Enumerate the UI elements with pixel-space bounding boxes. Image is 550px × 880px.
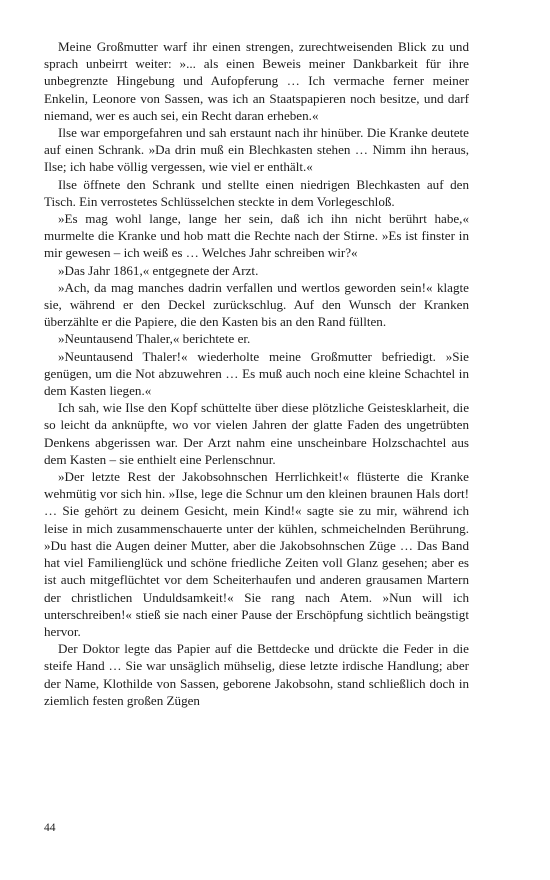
paragraph: »Neuntausend Thaler,« berichtete er. <box>58 331 251 347</box>
page-number: 44 <box>44 822 56 834</box>
paragraph: Ilse war emporgefahren und sah erstaunt nach ihr hinüber. Die Kranke deutete auf einen Schrank. »Da drin muß ein Blechkasten stehen … Nimm ihn heraus, Ilse; ich habe völlig vergessen, wie viel er enthält.« <box>44 125 469 175</box>
paragraph: Ilse öffnete den Schrank und stellte einen niedrigen Blechkasten auf den Tisch. Ein verrostetes Schlüsselchen steckte in dem Vorlegeschloß. <box>44 176 469 209</box>
paragraph: Der Doktor legte das Papier auf die Bettdecke und drückte die Feder in die steife Hand … Sie war unsäglich mühselig, diese letzte irdische Handlung; aber der Name, Klothilde von Sassen, geborene Jakobsohn, stand schließlich doch in ziemlich festen großen Zügen <box>44 641 469 708</box>
paragraph: »Der letzte Rest der Jakobsohnschen Herrlichkeit!« flüsterte die Kranke wehmütig vor sich hin. »Ilse, lege die Schnur um den kleinen braunen Hals dort! … Sie gehört zu deinem Gesicht, mein Kind!« sagte sie zu mir, während ich leise in mich zusammenschauerte unter der kühlen, schmeichelnden Berührung. »Du hast die Augen deiner Mutter, aber die Jakobsohnschen Züge … Das Band hat viel Familienglück und schöne friedliche Zeiten voll Glanz gesehen; aber es ist auch mitgeflüchtet vor dem Scheiterhaufen und anderen grausamen Martern der christlichen Unduldsamkeit!« Sie rang nach Atem. »Nun will ich unterschreiben!« stieß sie nach einer Pause der Erschöpfung sichtlich beängstigt hervor. <box>44 469 469 639</box>
paragraph: »Ach, da mag manches dadrin verfallen und wertlos geworden sein!« klagte sie, während er den Deckel zurückschlug. Auf den Wunsch der Kranken überzählte er die Papiere, die den Kasten bis an den Rand füllten. <box>44 279 469 330</box>
paragraph: »Neuntausend Thaler!« wiederholte meine Großmutter befriedigt. »Sie genügen, um die Not abzuwehren … Es muß auch noch eine kleine Schachtel in dem Kasten liegen.« <box>44 348 469 399</box>
paragraph: »Das Jahr 1861,« entgegnete der Arzt. <box>58 262 259 278</box>
paragraph: Meine Großmutter warf ihr einen strengen, zurechtweisenden Blick zu und sprach unbeirrt weiter: »... als einen Beweis meiner Dankbarkeit für ihre unbegrenzte Hingebung und Aufopferung … Ich vermache ferner meiner Enkelin, Leonore von Sassen, was ich an Staatspapieren noch besitze, und darf niemand, wer es auch sei, ein Recht daran erheben.« <box>44 39 469 123</box>
page-body <box>44 38 469 709</box>
paragraph: Ich sah, wie Ilse den Kopf schüttelte über diese plötzliche Geistesklarheit, die so leicht da anknüpfte, wo vor vielen Jahren der glatte Faden des ungetrübten Denkens abgerissen war. Der Arzt nahm eine unscheinbare Holzschachtel aus dem Kasten – sie enthielt eine Perlenschnur. <box>44 400 469 467</box>
paragraph: »Es mag wohl lange, lange her sein, daß ich ihn nicht berührt habe,« murmelte die Kranke und hob matt die Rechte nach der Stirne. »Es ist finster in mir gewesen – ich weiß es … Welches Jahr schreiben wir?« <box>44 211 469 261</box>
